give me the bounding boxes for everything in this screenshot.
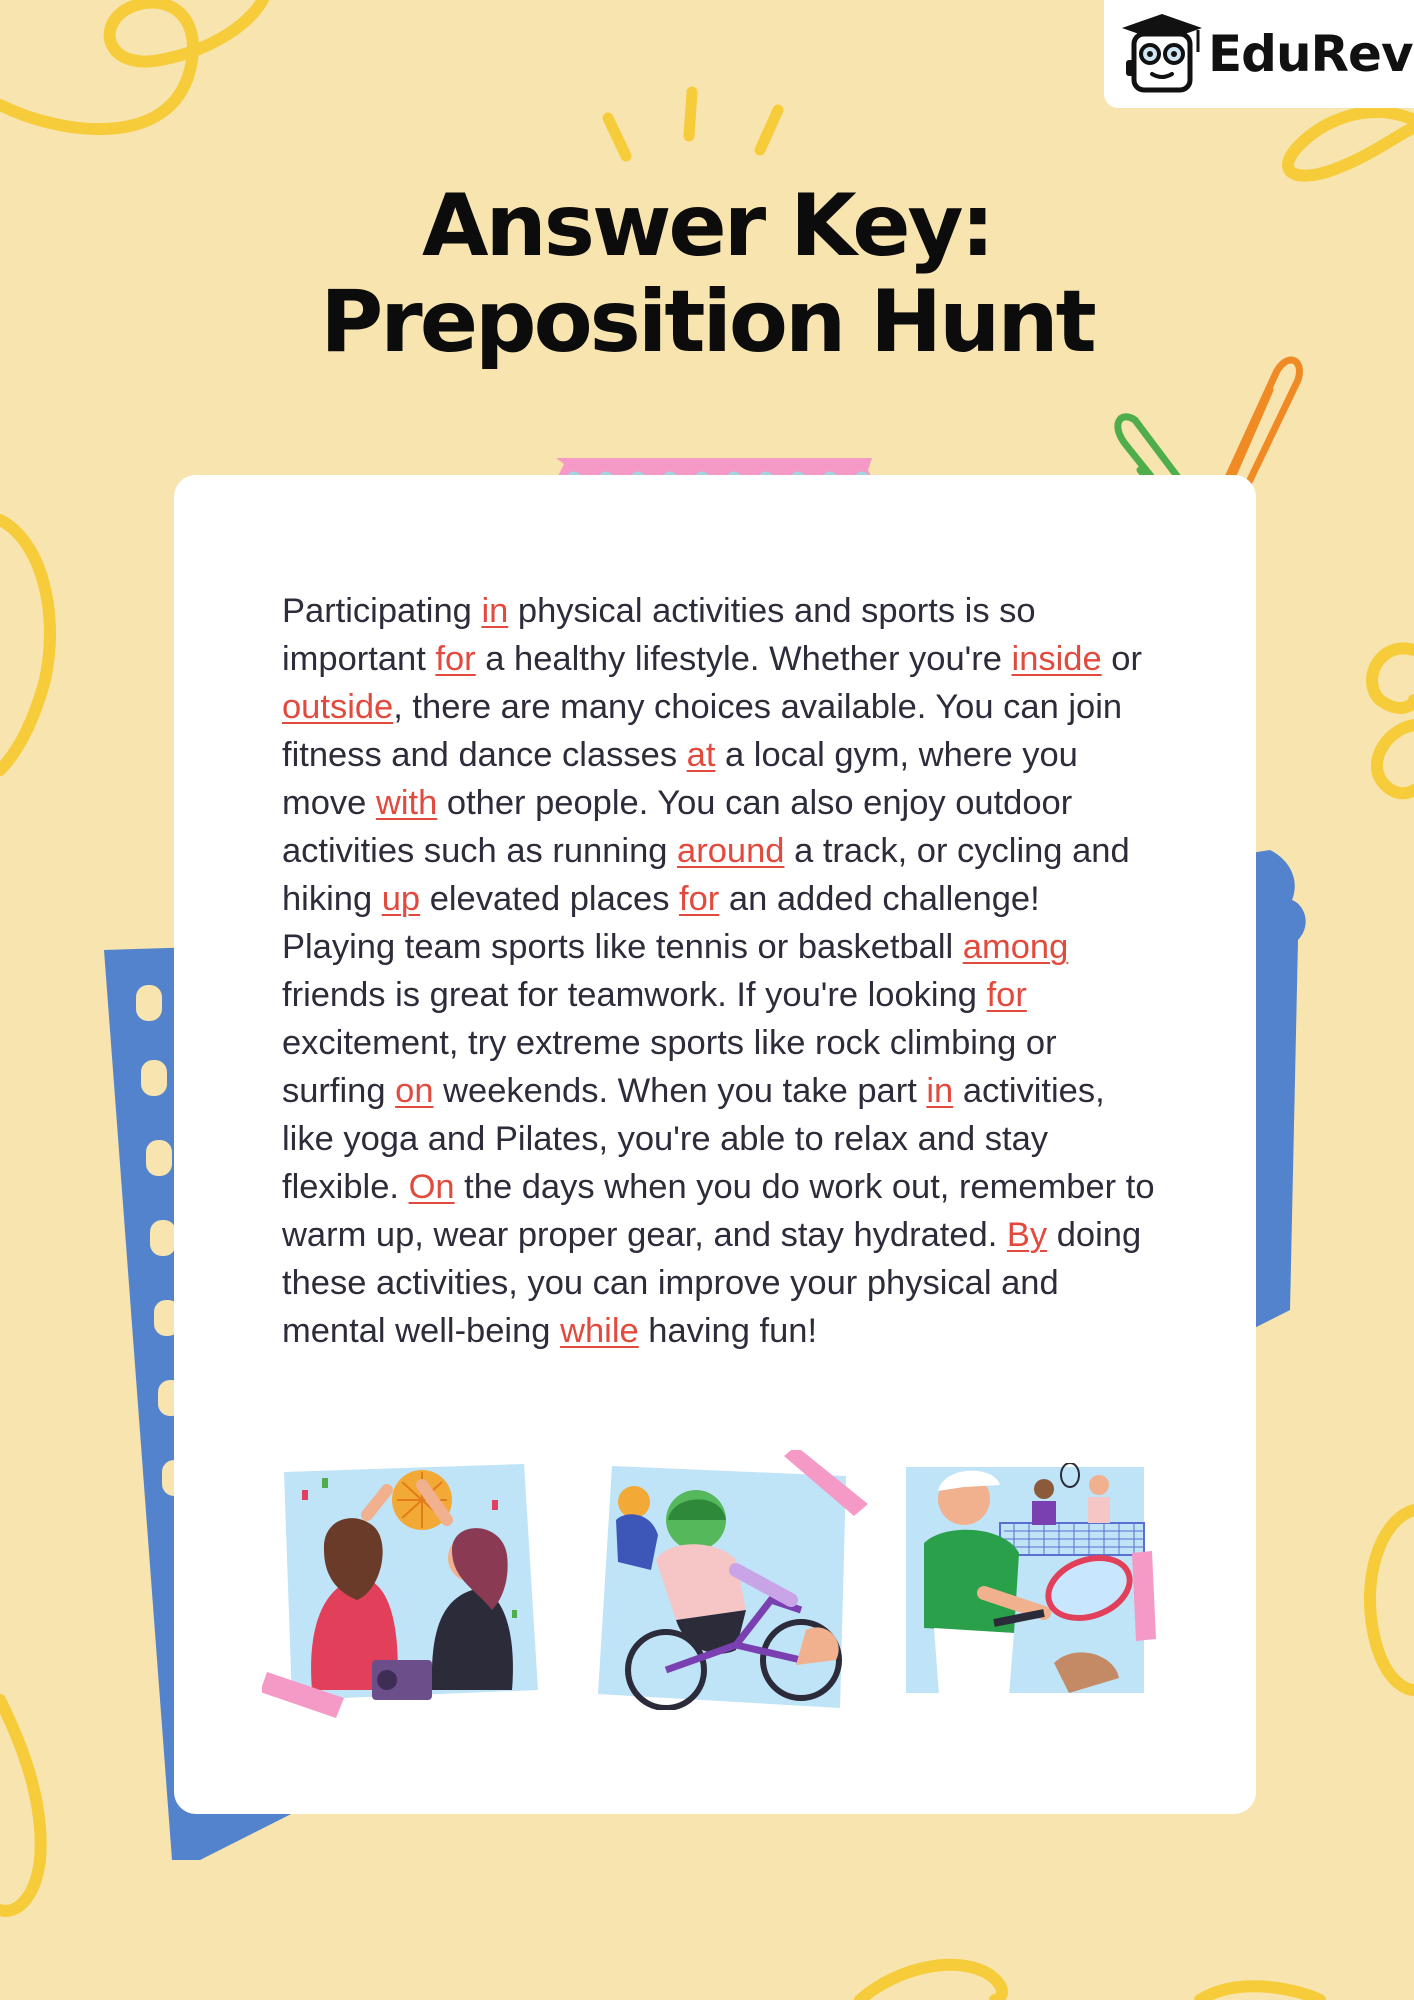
answer-preposition: in	[926, 1072, 954, 1110]
passage-text: having fun!	[638, 1312, 818, 1350]
passage-text: physical activities and sports is so important	[282, 592, 1036, 678]
brand-name: EduRev	[1208, 25, 1413, 83]
passage-text: activities, like yoga and Pilates, you're able to relax and stay flexible.	[282, 1072, 1105, 1206]
cycling-illustration	[596, 1450, 871, 1710]
answer-preposition: for	[435, 640, 476, 678]
answer-preposition: around	[677, 832, 785, 870]
passage-text: the days when you do work out, remember to warm up, wear proper gear, and stay hydrated.	[282, 1168, 1155, 1254]
edurev-mascot-icon	[1116, 8, 1208, 100]
answer-preposition: for	[986, 976, 1027, 1014]
yellow-scribble-left	[0, 520, 50, 770]
sparkle-line-3	[760, 110, 778, 150]
passage-text: a healthy lifestyle. Whether you're	[475, 640, 1012, 678]
answer-preposition: while	[560, 1312, 639, 1350]
answer-preposition: inside	[1011, 640, 1102, 678]
passage-text: an added challenge! Playing team sports like tennis or basketball	[282, 880, 1040, 966]
answer-preposition: By	[1006, 1216, 1048, 1254]
answer-preposition: On	[408, 1168, 455, 1206]
passage-text: other people. You can also enjoy outdoor activities such as running	[282, 784, 1073, 870]
page-title	[0, 178, 1414, 370]
answer-preposition: on	[395, 1072, 434, 1110]
sparkle-line-1	[608, 118, 626, 156]
dancing-illustration	[262, 1460, 554, 1725]
yellow-scribble-right-top	[1288, 112, 1414, 176]
answer-preposition: for	[679, 880, 720, 918]
answer-preposition: with	[375, 784, 438, 822]
passage-text: weekends. When you take part	[433, 1072, 927, 1110]
passage-text: friends is great for teamwork. If you're looking	[282, 976, 987, 1014]
sparkle-line-2	[689, 92, 692, 136]
yellow-scribble-bottom-left	[0, 1700, 41, 1911]
yellow-scribble-right-low	[1370, 1510, 1414, 1690]
answer-preposition: up	[381, 880, 421, 918]
passage-text: elevated places	[420, 880, 680, 918]
answer-passage	[282, 587, 1162, 1355]
passage-text: a local gym, where you move	[282, 736, 1078, 822]
yellow-scribble-bottom	[860, 1965, 1002, 2000]
brand-logo[interactable]	[1104, 0, 1414, 108]
yellow-scribble-top-left	[0, 0, 265, 129]
title-line-1: Answer Key:	[421, 176, 992, 276]
yellow-blob-right	[1377, 725, 1414, 793]
passage-text: excitement, try extreme sports like rock climbing or surfing	[282, 1024, 1057, 1110]
passage-text: , there are many choices available. You can join fitness and dance classes	[282, 688, 1123, 774]
title-line-2: Preposition Hunt	[320, 272, 1094, 372]
answer-preposition: outside	[282, 688, 394, 726]
yellow-scribble-right-mid	[1372, 648, 1414, 708]
passage-text: a track, or cycling and hiking	[282, 832, 1130, 918]
passage-text: or	[1101, 640, 1142, 678]
answer-preposition: at	[686, 736, 716, 774]
passage-text: doing these activities, you can improve your physical and mental well-being	[282, 1216, 1142, 1350]
answer-preposition: among	[962, 928, 1069, 966]
yellow-scribble-bottom-right	[1200, 1986, 1320, 2000]
tennis-illustration	[904, 1463, 1166, 1695]
answer-preposition: in	[481, 592, 509, 630]
passage-text: Participating	[282, 592, 482, 630]
